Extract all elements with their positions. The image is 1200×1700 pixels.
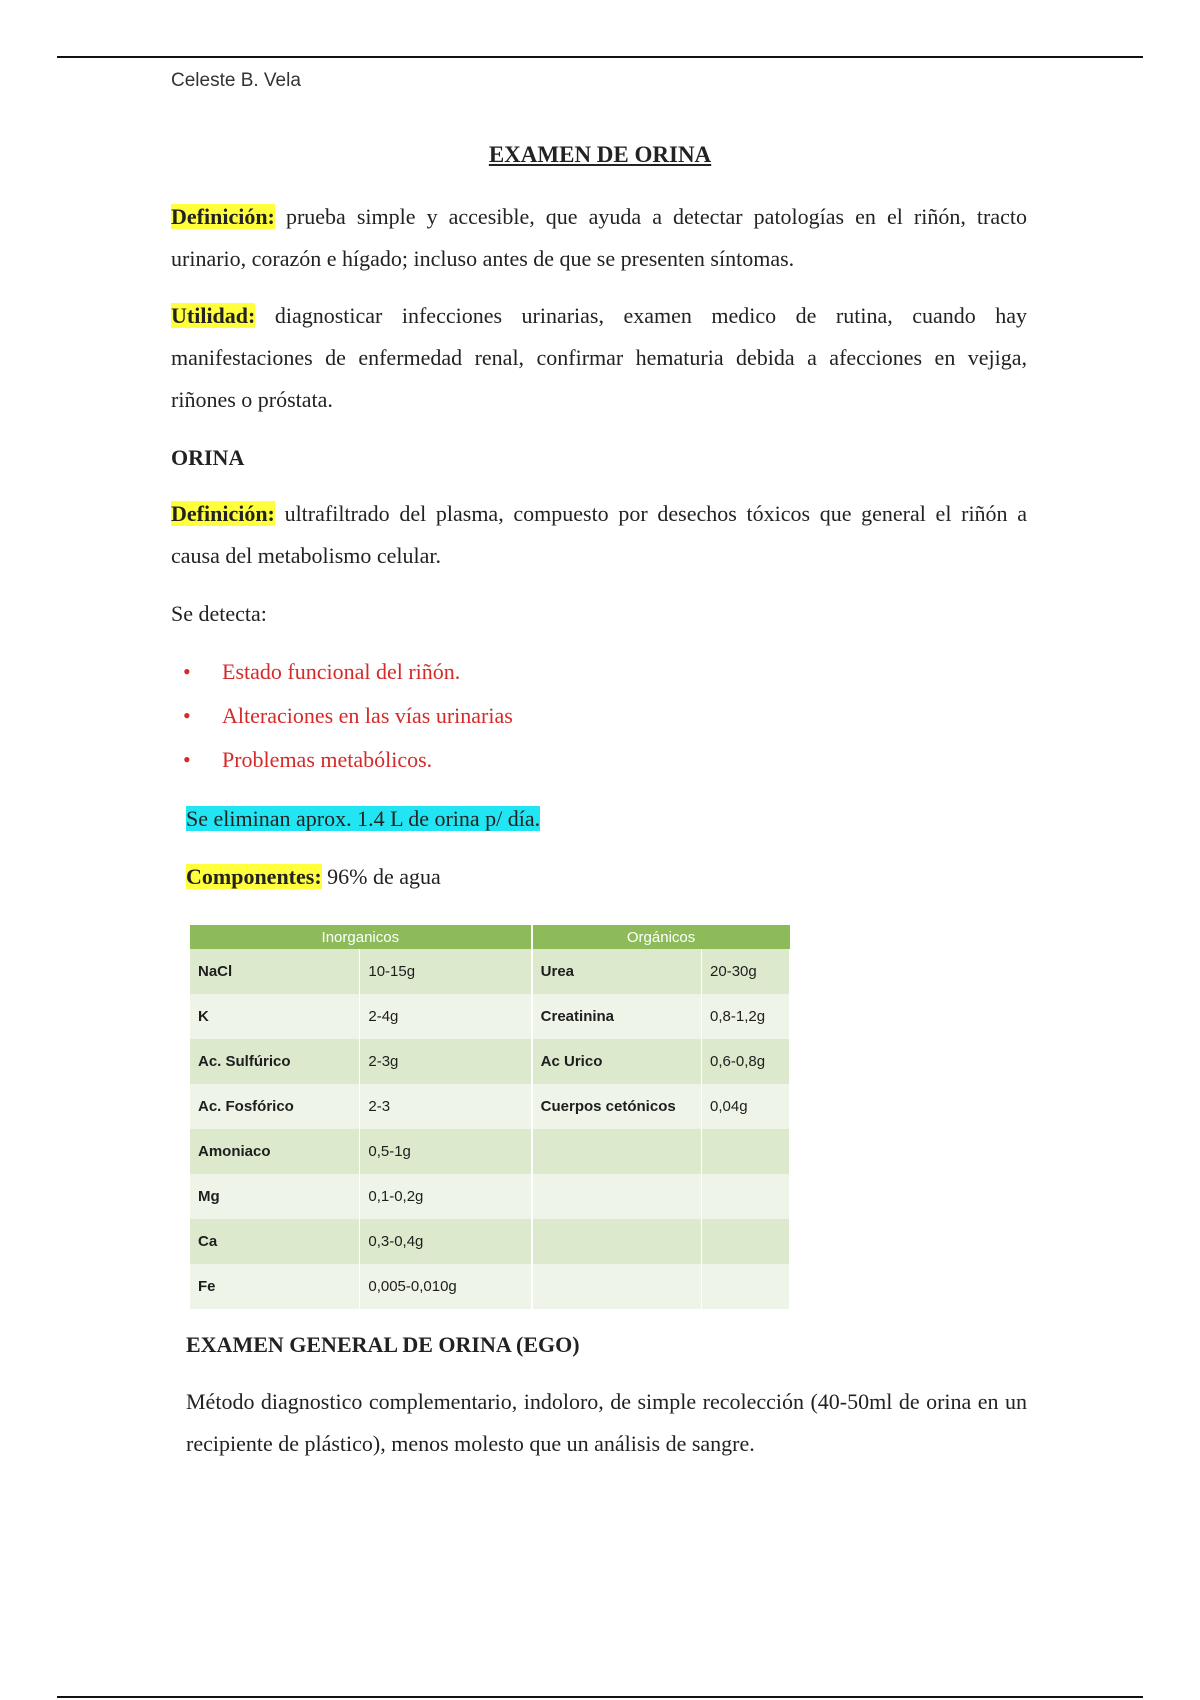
table-row xyxy=(190,994,790,1039)
exam-definition-label: Definición: xyxy=(171,204,275,229)
compound-name-cell: Ac Urico xyxy=(532,1039,702,1084)
detect-list xyxy=(171,650,513,782)
exam-definition-text: prueba simple y accesible, que ayuda a detectar patologías en el riñón, tracto urinario, corazón e hígado; incluso antes de que se presenten síntomas. xyxy=(171,204,1027,271)
list-item: • Alteraciones en las vías urinarias xyxy=(171,694,513,738)
compound-name-cell: Fe xyxy=(190,1264,360,1309)
compound-amount-cell xyxy=(702,1264,790,1309)
author-header: Celeste B. Vela xyxy=(171,70,301,91)
compound-name-cell: Mg xyxy=(190,1174,360,1219)
compound-name-cell: Ca xyxy=(190,1219,360,1264)
compound-name-cell: Amoniaco xyxy=(190,1129,360,1174)
utility-label: Utilidad: xyxy=(171,303,256,328)
components-table xyxy=(190,925,790,1309)
detect-intro: Se detecta: xyxy=(171,601,267,626)
compound-amount-cell: 0,005-0,010g xyxy=(360,1264,532,1309)
table-row xyxy=(190,1264,790,1309)
compound-amount-cell: 0,8-1,2g xyxy=(702,994,790,1039)
ego-heading: EXAMEN GENERAL DE ORINA (EGO) xyxy=(186,1332,580,1357)
table-row xyxy=(190,949,790,994)
bottom-rule xyxy=(57,1696,1143,1698)
compound-name-cell xyxy=(532,1174,702,1219)
orina-heading: ORINA xyxy=(171,445,245,470)
top-rule xyxy=(57,56,1143,58)
compound-amount-cell xyxy=(702,1129,790,1174)
compound-name-cell xyxy=(532,1264,702,1309)
table-row xyxy=(190,1129,790,1174)
table-header-row xyxy=(190,925,790,949)
components-text: 96% de agua xyxy=(321,864,441,889)
table-row xyxy=(190,1039,790,1084)
utility-text: diagnosticar infecciones urinarias, examen medico de rutina, cuando hay manifestaciones de enfermedad renal, confirmar hematuria debida a afecciones en vejiga, riñones o próstata. xyxy=(171,303,1027,412)
compound-amount-cell: 0,5-1g xyxy=(360,1129,532,1174)
ego-paragraph: Método diagnostico complementario, indoloro, de simple recolección (40-50ml de orina en un recipiente de plástico), menos molesto que un análisis de sangre. xyxy=(186,1389,1027,1456)
components-label: Componentes: xyxy=(186,864,322,889)
compound-name-cell: Ac. Fosfórico xyxy=(190,1084,360,1129)
exam-definition-paragraph xyxy=(171,196,1027,280)
compound-amount-cell: 0,3-0,4g xyxy=(360,1219,532,1264)
compound-amount-cell: 2-3g xyxy=(360,1039,532,1084)
compound-amount-cell: 0,6-0,8g xyxy=(702,1039,790,1084)
components-paragraph xyxy=(186,856,1027,898)
compound-name-cell: Cuerpos cetónicos xyxy=(532,1084,702,1129)
elimination-paragraph xyxy=(186,798,1027,840)
compound-amount-cell: 10-15g xyxy=(360,949,532,994)
elimination-highlight: Se eliminan aprox. 1.4 L de orina p/ día. xyxy=(186,806,541,831)
list-item: • Problemas metabólicos. xyxy=(171,738,513,782)
utility-paragraph xyxy=(171,295,1027,421)
compound-name-cell xyxy=(532,1129,702,1174)
compound-amount-cell xyxy=(702,1219,790,1264)
compound-amount-cell: 2-4g xyxy=(360,994,532,1039)
table-body xyxy=(190,949,790,1309)
compound-amount-cell: 0,1-0,2g xyxy=(360,1174,532,1219)
compound-name-cell: Ac. Sulfúrico xyxy=(190,1039,360,1084)
urine-definition-text: ultrafiltrado del plasma, compuesto por desechos tóxicos que general el riñón a causa del metabolismo celular. xyxy=(171,501,1027,568)
compound-amount-cell: 20-30g xyxy=(702,949,790,994)
compound-amount-cell xyxy=(702,1174,790,1219)
organic-header: Orgánicos xyxy=(532,925,790,949)
compound-name-cell: Urea xyxy=(532,949,702,994)
table-row xyxy=(190,1174,790,1219)
document-title: EXAMEN DE ORINA xyxy=(488,142,712,167)
compound-name-cell xyxy=(532,1219,702,1264)
compound-amount-cell: 0,04g xyxy=(702,1084,790,1129)
list-item: • Estado funcional del riñón. xyxy=(171,650,513,694)
inorganic-header: Inorganicos xyxy=(190,925,532,949)
urine-definition-paragraph xyxy=(171,493,1027,577)
compound-name-cell: NaCl xyxy=(190,949,360,994)
compound-name-cell: Creatinina xyxy=(532,994,702,1039)
urine-definition-label: Definición: xyxy=(171,501,275,526)
compound-name-cell: K xyxy=(190,994,360,1039)
compound-amount-cell: 2-3 xyxy=(360,1084,532,1129)
table-row xyxy=(190,1219,790,1264)
table-row xyxy=(190,1084,790,1129)
